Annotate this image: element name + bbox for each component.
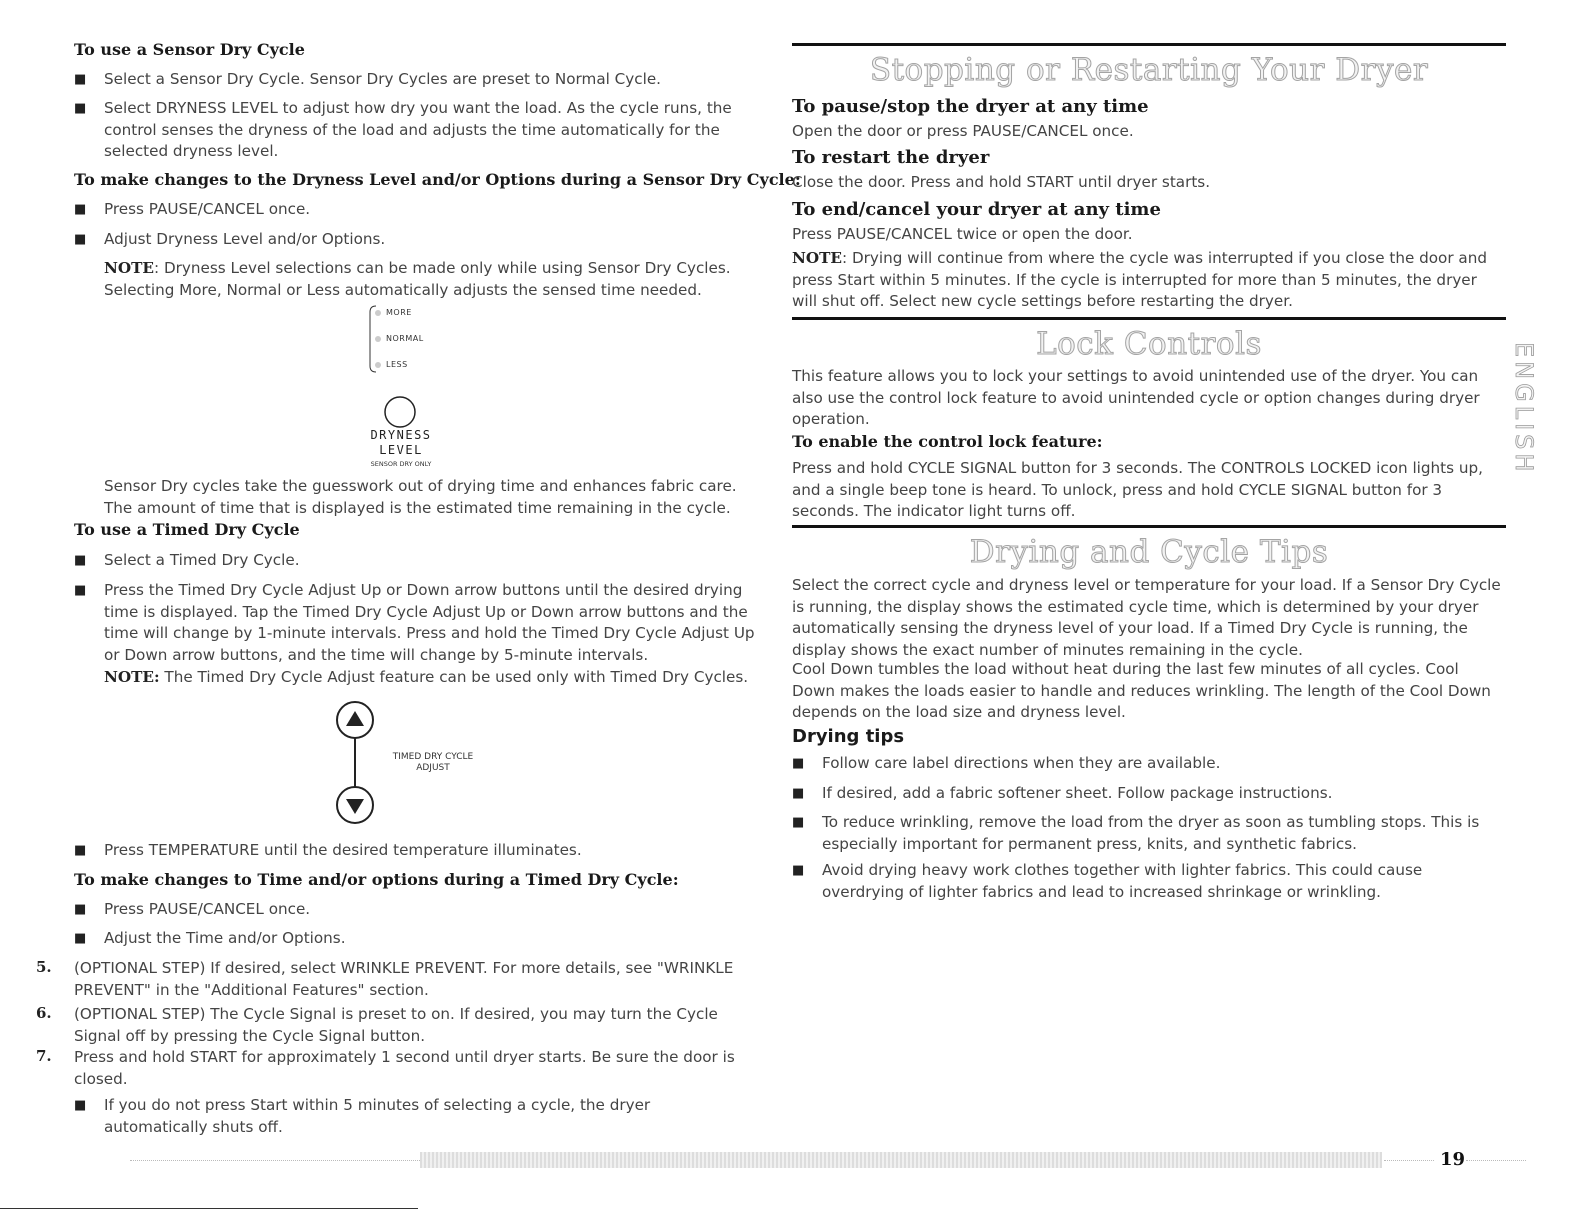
timed-adjust-arrows-icon	[324, 700, 384, 825]
step-number: 5.	[36, 958, 52, 976]
bullet-icon: ■	[74, 202, 87, 217]
pause-text: Open the door or press PAUSE/CANCEL once.	[792, 122, 1134, 140]
list-item: ■ Press TEMPERATURE until the desired temperature illuminates.	[74, 840, 758, 862]
list-item: ■ Select a Timed Dry Cycle.	[74, 550, 758, 572]
sensor-paragraph: Sensor Dry cycles take the guesswork out of drying time and enhances fabric care. The amount of time that is displayed is the estimated time remaining in the cycle.	[104, 477, 737, 517]
step-6: 6. (OPTIONAL STEP) The Cycle Signal is preset to on. If desired, you may turn the Cycle Signal off by pressing the Cycle Signal button.	[36, 1004, 718, 1045]
bullet-icon: ■	[74, 553, 87, 568]
lock-text: This feature allows you to lock your settings to avoid unintended use of the dryer. You can also use the control lock feature to avoid unintended cycle or option changes during dryer operation.	[792, 367, 1480, 428]
list-item: ■ If desired, add a fabric softener sheet. Follow package instructions.	[792, 783, 1506, 805]
dryness-note: NOTE: Dryness Level selections can be made only while using Sensor Dry Cycles. Selecting More, Normal or Less automatically adjusts the sensed time needed.	[104, 259, 731, 299]
stopping-restarting-title: Stopping or Restarting Your Dryer	[869, 52, 1429, 88]
footer-dotted-line	[1466, 1160, 1526, 1162]
bullet-icon: ■	[74, 931, 87, 946]
list-item: ■ Adjust the Time and/or Options.	[74, 928, 758, 950]
bullet-icon: ■	[792, 786, 805, 801]
bottom-edge-line	[0, 1208, 418, 1209]
bullet-icon: ■	[74, 72, 87, 87]
step-5: 5. (OPTIONAL STEP) If desired, select WRINKLE PREVENT. For more details, see "WRINKLE PREVENT" in the "Additional Features" section.	[36, 958, 734, 999]
dryness-normal-label: NORMAL	[386, 334, 424, 343]
sensor-dry-heading: To use a Sensor Dry Cycle	[74, 40, 305, 59]
list-item: ■ Select DRYNESS LEVEL to adjust how dry you want the load. As the cycle runs, the control senses the dryness of the load and adjusts the time automatically for the selected dryness level.	[74, 99, 732, 160]
bullet-icon: ■	[74, 1098, 87, 1113]
note-label: NOTE	[104, 259, 154, 277]
list-item: ■ Press PAUSE/CANCEL once.	[74, 899, 758, 921]
step-7: 7. Press and hold START for approximately 1 second until dryer starts. Be sure the door is closed.	[36, 1047, 735, 1088]
dryness-label-2: LEVEL	[379, 443, 423, 457]
timed-adjust-label-2: ADJUST	[416, 763, 450, 773]
bullet-icon: ■	[792, 756, 805, 771]
timed-dry-heading: To use a Timed Dry Cycle	[74, 520, 300, 539]
dryness-more-label: MORE	[386, 308, 412, 317]
section-rule	[792, 525, 1506, 528]
step-number: 6.	[36, 1004, 52, 1022]
page-number: 19	[1440, 1149, 1466, 1170]
pause-heading: To pause/stop the dryer at any time	[792, 96, 1149, 117]
list-item: ■ Select a Sensor Dry Cycle. Sensor Dry Cycles are preset to Normal Cycle.	[74, 69, 758, 91]
list-item: ■ Press PAUSE/CANCEL once.	[74, 199, 758, 221]
time-change-heading: To make changes to Time and/or options during a Timed Dry Cycle:	[74, 870, 679, 889]
bullet-icon: ■	[74, 843, 87, 858]
bullet-icon: ■	[792, 863, 805, 878]
timed-note: NOTE: The Timed Dry Cycle Adjust feature can be used only with Timed Dry Cycles.	[104, 668, 749, 686]
end-cancel-text: Press PAUSE/CANCEL twice or open the door.	[792, 225, 1133, 243]
list-item: ■ Avoid drying heavy work clothes together with lighter fabrics. This could cause overdrying of lighter fabrics and lead to increased shrinkage or wrinkling.	[792, 861, 1423, 901]
list-item: ■ Adjust Dryness Level and/or Options.	[74, 229, 758, 251]
note-label: NOTE:	[104, 668, 160, 686]
bullet-icon: ■	[74, 232, 87, 247]
bullet-icon: ■	[74, 902, 87, 917]
dryness-sub-label: SENSOR DRY ONLY	[370, 460, 432, 468]
bullet-icon: ■	[74, 101, 87, 116]
restart-text: Close the door. Press and hold START until dryer starts.	[792, 173, 1211, 191]
dryness-level-graphic	[366, 304, 476, 474]
timed-adjust-graphic	[324, 700, 494, 825]
language-side-tab: ENGLISH	[1510, 342, 1538, 476]
list-item: ■ If you do not press Start within 5 minutes of selecting a cycle, the dryer automatically shuts off.	[74, 1096, 651, 1136]
lock-controls-title: Lock Controls	[1036, 326, 1262, 362]
timed-adjust-label-1: TIMED DRY CYCLE	[392, 752, 474, 762]
lock-enable-text: Press and hold CYCLE SIGNAL button for 3 seconds. The CONTROLS LOCKED icon lights up, and a single beep tone is heard. To unlock, press and hold CYCLE SIGNAL button for 3 seconds. The indicator light turns off.	[792, 459, 1483, 520]
tips-paragraph-1: Select the correct cycle and dryness level or temperature for your load. If a Sensor Dry Cycle is running, the display shows the estimated cycle time, which is determined by your dryer automatically sensing the dryness level of your load. If a Timed Dry Cycle is running, the display shows the exact number of minutes remaining in the cycle.	[792, 576, 1501, 659]
footer-dotted-line	[130, 1160, 420, 1162]
section-rule	[792, 43, 1506, 46]
dryness-label-1: DRYNESS	[370, 428, 432, 442]
footer-band	[420, 1152, 1382, 1168]
list-item: ■ Press the Timed Dry Cycle Adjust Up or Down arrow buttons until the desired drying time is displayed. Tap the Timed Dry Cycle Adjust Up or Down arrow buttons and the time will change by 1-minute intervals. Press and hold the Timed Dry Cycle Adjust Up or Down arrow buttons, and the time will change by 5-minute intervals.	[74, 581, 755, 664]
bullet-icon: ■	[74, 583, 87, 598]
dryness-less-label: LESS	[386, 360, 408, 369]
note-label: NOTE	[792, 249, 842, 267]
dryness-change-heading: To make changes to the Dryness Level and/or Options during a Sensor Dry Cycle:	[74, 170, 801, 189]
footer-dotted-line	[1384, 1160, 1434, 1162]
end-cancel-note: NOTE: Drying will continue from where the cycle was interrupted if you close the door and press Start within 5 minutes. If the cycle is interrupted for more than 5 minutes, the dryer will shut off. Select new cycle settings before restarting the dryer.	[792, 249, 1487, 310]
bullet-icon: ■	[792, 815, 805, 830]
lock-enable-heading: To enable the control lock feature:	[792, 432, 1103, 451]
end-cancel-heading: To end/cancel your dryer at any time	[792, 199, 1161, 220]
list-item: ■ To reduce wrinkling, remove the load from the dryer as soon as tumbling stops. This is especially important for permanent press, knits, and synthetic fabrics.	[792, 813, 1480, 853]
tips-paragraph-2: Cool Down tumbles the load without heat during the last few minutes of all cycles. Cool Down makes the loads easier to handle and reduces wrinkling. The length of the Cool Down depends on the load size and dryness level.	[792, 660, 1491, 721]
section-rule	[792, 317, 1506, 320]
drying-tips-title: Drying and Cycle Tips	[969, 534, 1329, 570]
drying-tips-heading: Drying tips	[792, 726, 905, 747]
restart-heading: To restart the dryer	[792, 147, 990, 168]
step-number: 7.	[36, 1047, 52, 1065]
list-item: ■ Follow care label directions when they are available.	[792, 753, 1506, 775]
